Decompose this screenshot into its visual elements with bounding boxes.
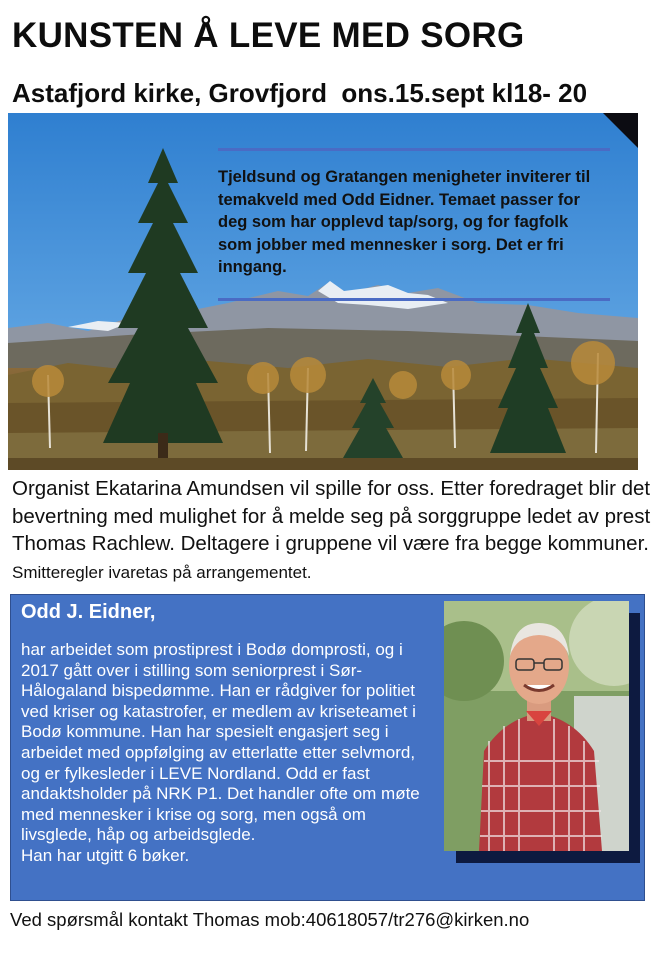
invitation-rule-top <box>218 148 610 151</box>
invitation-text: Tjeldsund og Gratangen menigheter inviterer til temakveld med Odd Eidner. Temaet passer for deg som har opplevd tap/sorg, og for fagfolk som jobber med mennesker i sorg. Det er fri inngang. <box>218 168 591 276</box>
invitation-rule-bottom <box>218 298 610 301</box>
speaker-bio-box <box>10 594 645 901</box>
speaker-name: Odd J. Eidner, <box>21 601 156 623</box>
speaker-bio-text <box>21 640 426 867</box>
event-info <box>12 475 652 586</box>
speaker-bio-body: har arbeidet som prostiprest i Bodø domprosti, og i 2017 gått over i stilling som seniorprest i Sør-Hålogaland bispedømme. Han er rådgiver for politiet ved kriser og katastrofer, er medlem av kriseteamet i Bodø kommune. Han har spesielt engasjert seg i arbeidet med oppfølging av etterlatte etter selvmord, og er fylkesleder i LEVE Nordland. Odd er fast andaktsholder på NRK P1. Det handler ofte om møte med mennesker i krise og sorg, men også om livsglede, håp og arbeidsglede. <box>21 640 420 845</box>
speaker-books: Han har utgitt 6 bøker. <box>21 845 190 865</box>
corner-triangle <box>603 113 638 148</box>
page-title: KUNSTEN Å LEVE MED SORG <box>12 16 525 55</box>
event-subtitle: Astafjord kirke, Grovfjord ons.15.sept kl18- 20 <box>12 78 588 108</box>
contact-info: Ved spørsmål kontakt Thomas mob:40618057/tr276@kirken.no <box>10 909 530 930</box>
event-info-main: Organist Ekatarina Amundsen vil spille for oss. Etter foredraget blir det bevertning med mulighet for å melde seg på sorggruppe ledet av prest Thomas Rachlew. Deltagere i gruppene vil være fra begge kommuner. <box>12 477 651 555</box>
speaker-photo <box>444 601 629 851</box>
event-info-note: Smitteregler ivaretas på arrangementet. <box>12 562 312 582</box>
